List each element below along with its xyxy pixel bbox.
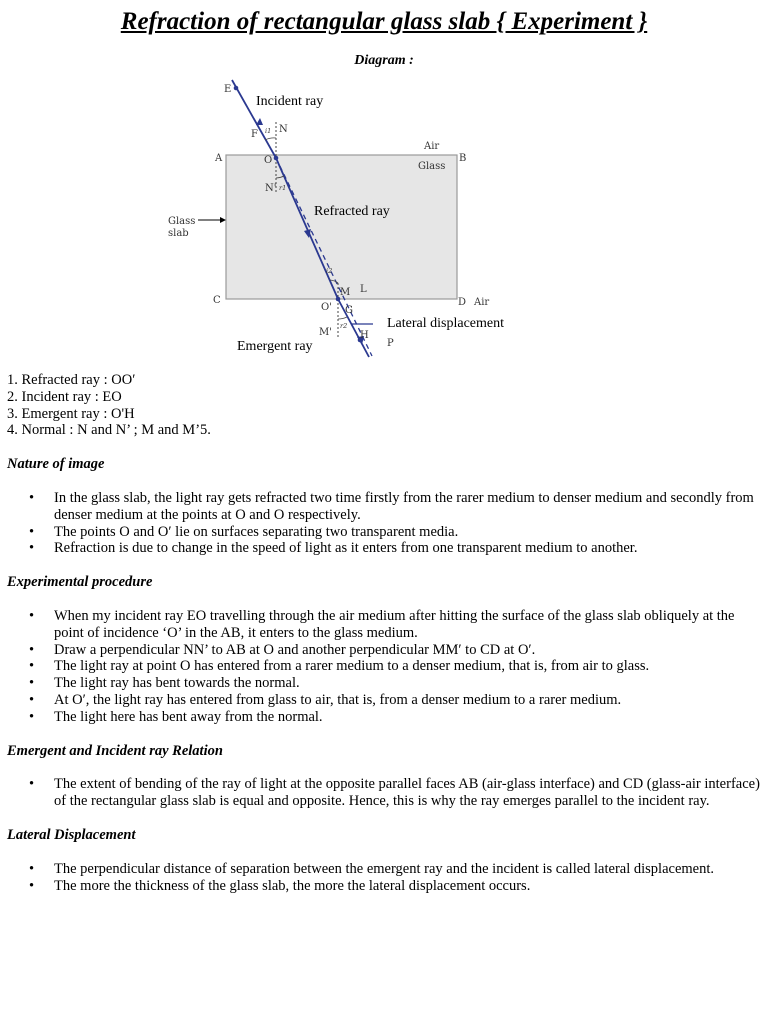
point-o	[274, 156, 279, 161]
rays-list-item: 2. Incident ray : EO	[7, 388, 122, 405]
label-i1: i1	[265, 127, 272, 135]
label-f: F	[251, 129, 258, 140]
label-air-top: Air	[424, 141, 440, 152]
bullet-item: • At O′, the light ray has entered from glass to air, that is, from a denser medium to a rarer medium.	[54, 692, 763, 709]
label-e: E	[224, 84, 232, 95]
bullet-item: • When my incident ray EO travelling through the air medium after hitting the surface of the glass slab obliquely at the point of incidence ‘O’ in the AB, it enters to the glass medium.	[54, 608, 763, 642]
angle-arc-r2	[338, 317, 347, 319]
bullet-item: • The light here has bent away from the normal.	[54, 709, 763, 726]
incident-ray	[232, 80, 276, 158]
bullet-item: • The extent of bending of the ray of light at the opposite parallel faces AB (air-glass interface) and CD (glass-air interface) of the rectangular glass slab is equal and opposite. Hence, this is why the ray emerges parallel to the incident ray.	[54, 776, 763, 810]
label-g: G	[345, 305, 353, 316]
label-n: N	[279, 124, 288, 135]
bullet-item: • Refraction is due to change in the speed of light as it enters from one transparent medium to another.	[54, 540, 763, 557]
relation-bullets	[7, 776, 763, 810]
rays-list-item: 3. Emergent ray : O'H	[7, 405, 135, 422]
glass-slab	[226, 155, 457, 299]
angle-arc-i1	[265, 138, 276, 140]
procedure-bullets	[7, 608, 763, 726]
rays-list-item: 4. Normal : N and N’ ; M and M’5.	[7, 422, 211, 439]
label-o: O	[264, 155, 273, 166]
nature-bullets	[7, 490, 763, 557]
label-n-prime: N'	[265, 183, 277, 194]
bullet-item: • The points O and O′ lie on surfaces separating two transparent media.	[54, 524, 763, 541]
label-air-bottom: Air	[474, 297, 490, 308]
bullet-item: • The more the thickness of the glass slab, the more the lateral displacement occurs.	[54, 878, 763, 895]
label-p: P	[387, 338, 394, 349]
incident-arrow	[256, 118, 263, 125]
label-c: C	[213, 295, 221, 306]
label-lateral-displacement: Lateral displacement	[387, 316, 504, 331]
refraction-diagram	[0, 70, 768, 370]
bullet-item: • In the glass slab, the light ray gets refracted two time firstly from the rarer medium to denser medium and secondly from denser medium at the points at O and O respectively.	[54, 490, 763, 524]
label-m: M	[340, 287, 351, 298]
diagram-label: Diagram :	[354, 53, 414, 68]
label-incident-ray: Incident ray	[256, 94, 324, 109]
section-heading-relation: Emergent and Incident ray Relation	[7, 742, 223, 759]
bullet-item: • The perpendicular distance of separation between the emergent ray and the incident is called lateral displacement.	[54, 861, 763, 878]
label-h: H	[360, 330, 369, 341]
label-glass-slab-2: slab	[168, 228, 189, 239]
bullet-item: • The light ray has bent towards the normal.	[54, 675, 763, 692]
section-heading-lateral: Lateral Displacement	[7, 826, 136, 843]
lateral-bullets	[7, 861, 763, 895]
label-emergent-ray: Emergent ray	[237, 339, 313, 354]
label-refracted-ray: Refracted ray	[314, 204, 390, 219]
page-title: Refraction of rectangular glass slab { Experiment }	[120, 8, 648, 35]
point-e	[234, 86, 239, 91]
bullet-item: • Draw a perpendicular NN’ to AB at O and another perpendicular MM′ to CD at O′.	[54, 642, 763, 659]
label-m-prime: M'	[319, 327, 332, 338]
label-glass-slab-1: Glass	[168, 216, 196, 227]
glass-slab-pointer-head	[220, 217, 226, 223]
label-i2: i2	[326, 267, 333, 275]
label-o-prime: O'	[321, 302, 332, 313]
label-l: L	[360, 284, 367, 295]
label-a: A	[215, 153, 223, 164]
rays-list	[7, 372, 763, 439]
label-b: B	[459, 153, 467, 164]
rays-list-item: 1. Refracted ray : OO′	[7, 372, 136, 388]
label-r2: r2	[340, 322, 348, 330]
label-r1: r1	[279, 184, 287, 192]
bullet-item: • The light ray at point O has entered from a rarer medium to a denser medium, that is, from air to glass.	[54, 658, 763, 675]
label-d: D	[458, 297, 467, 308]
section-heading-procedure: Experimental procedure	[7, 574, 153, 591]
label-glass: Glass	[418, 161, 446, 172]
document-body	[7, 372, 763, 894]
section-heading-nature: Nature of image	[7, 456, 105, 473]
